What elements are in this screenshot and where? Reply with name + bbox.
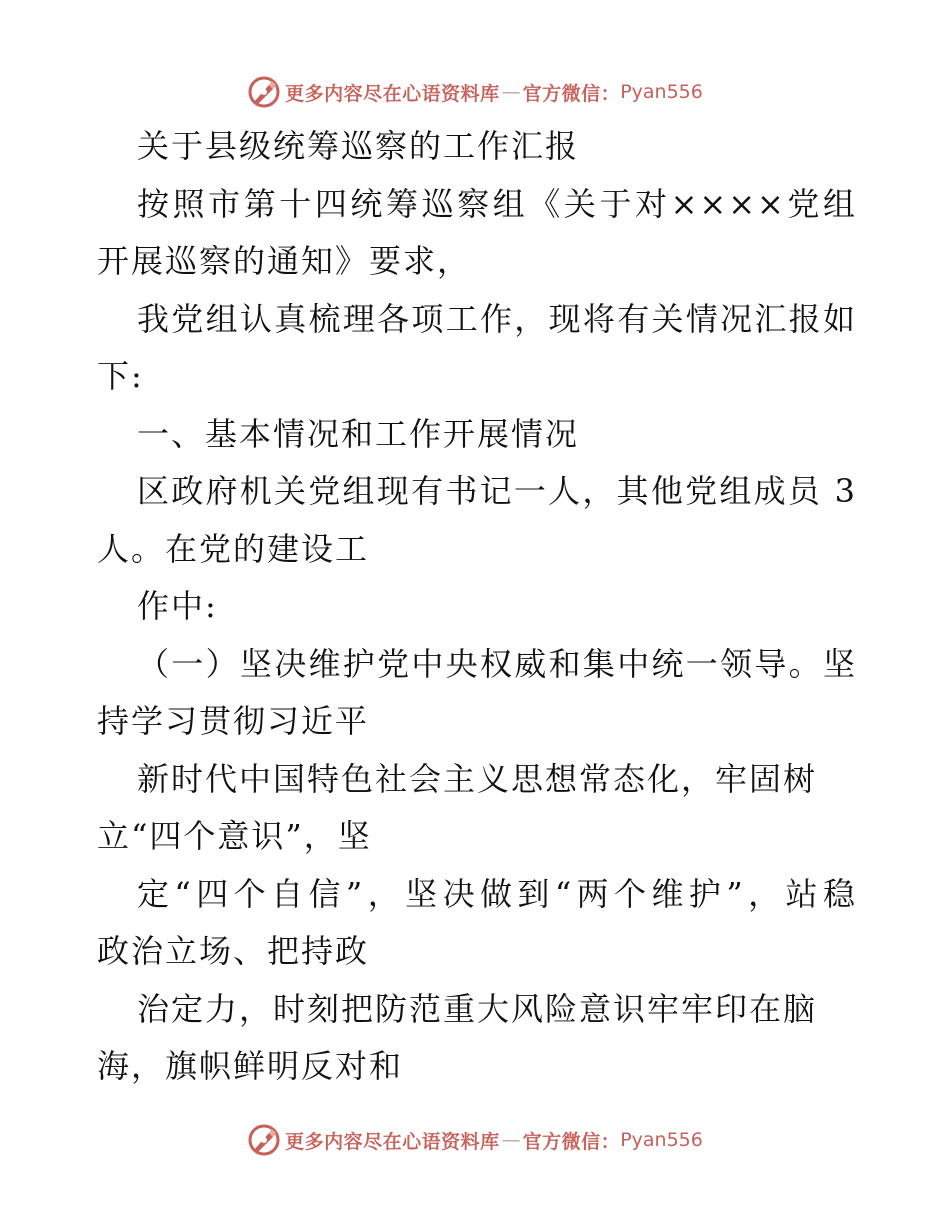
paragraph-line: 持学习贯彻习近平: [97, 702, 370, 740]
paragraph-line: 立“四个意识”，坚: [97, 817, 372, 855]
watermark-wechat-label: 官方微信：: [522, 1130, 621, 1153]
document-body: [97, 118, 857, 1096]
watermark-main-text: 更多内容尽在心语资料库: [285, 82, 500, 105]
paragraph-line: 区政府机关党组现有书记一人，其他党组成员 3: [137, 472, 857, 510]
pen-logo-icon: [247, 1123, 281, 1157]
pen-logo-icon: [247, 75, 281, 109]
watermark-separator: —: [501, 81, 521, 103]
document-title: 关于县级统筹巡察的工作汇报: [137, 127, 580, 165]
paragraph-line: 定“四个自信”，坚决做到“两个维护”，站稳: [137, 874, 857, 913]
watermark-separator: —: [501, 1129, 521, 1151]
paragraph-line: 新时代中国特色社会主义思想常态化，牢固树: [137, 759, 818, 798]
paragraph-line: 海，旗帜鲜明反对和: [97, 1047, 404, 1085]
section-heading: 一、基本情况和工作开展情况: [137, 414, 580, 453]
watermark-header: [0, 72, 950, 112]
paragraph-line: 下:: [97, 357, 144, 395]
paragraph-line: 我党组认真梳理各项工作，现将有关情况汇报如: [137, 299, 857, 338]
watermark-account: Pyan556: [620, 81, 703, 103]
paragraph-line: 治定力，时刻把防范重大风险意识牢牢印在脑: [137, 989, 818, 1028]
watermark-main-text: 更多内容尽在心语资料库: [285, 1130, 500, 1153]
watermark-footer: [0, 1120, 950, 1160]
paragraph-line: 人。在党的建设工: [97, 529, 370, 568]
paragraph-line: 政治立场、把持政: [97, 932, 370, 970]
watermark-wechat-label: 官方微信：: [522, 82, 621, 105]
paragraph-line: 开展巡察的通知》要求，: [97, 242, 472, 280]
subsection-heading: （一）坚决维护党中央权威和集中统一领导。坚: [137, 644, 857, 683]
paragraph-line: 作中:: [137, 587, 218, 625]
paragraph-line: 按照市第十四统筹巡察组《关于对××××党组: [137, 184, 857, 223]
watermark-account: Pyan556: [620, 1129, 703, 1151]
